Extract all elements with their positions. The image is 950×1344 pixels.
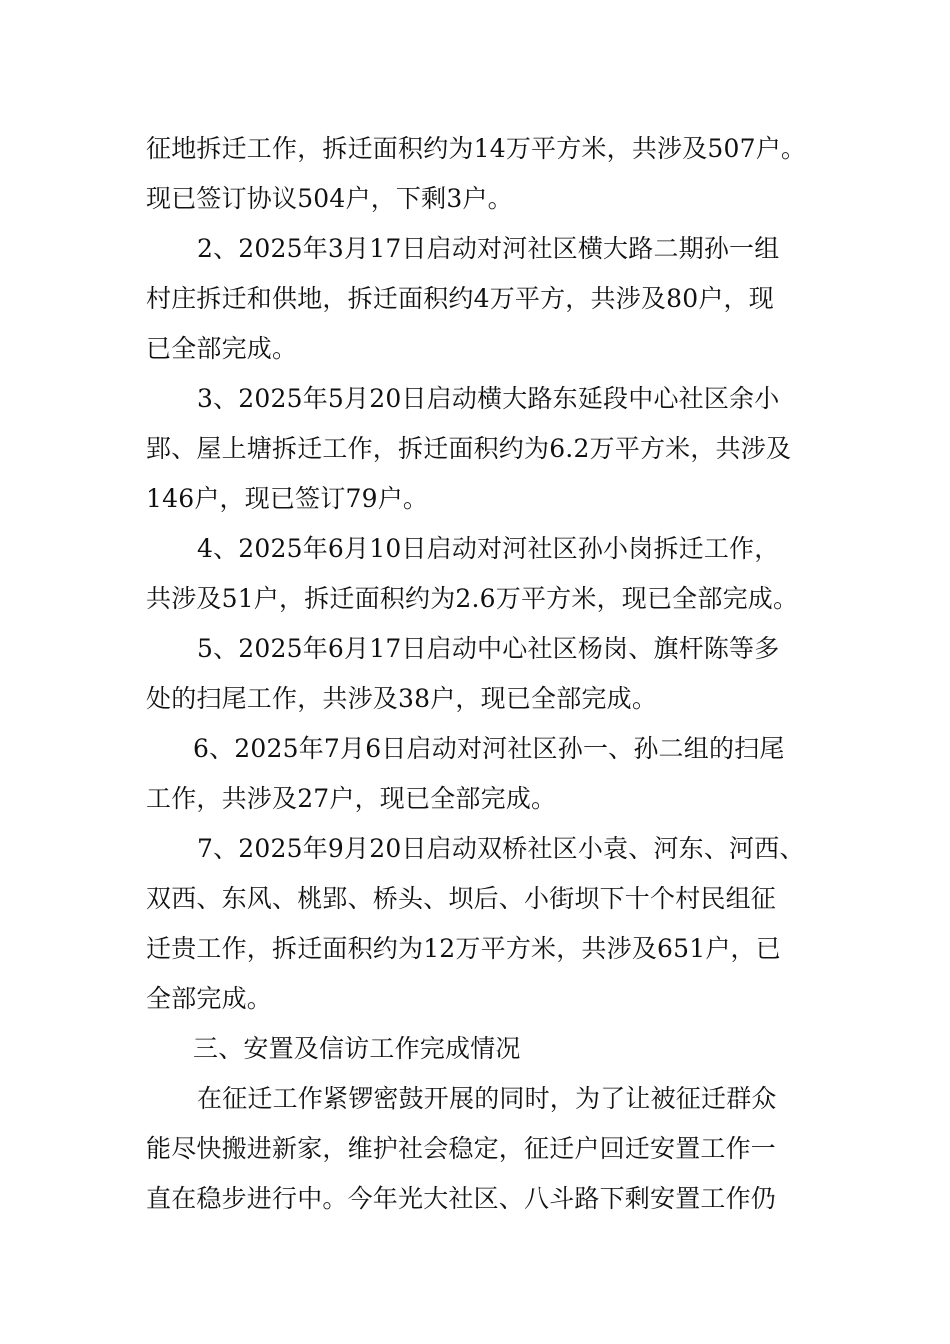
text-line: 2、2025年3月17日启动对河社区横大路二期孙一组 xyxy=(197,234,780,263)
text-line: 7、2025年9月20日启动双桥社区小袁、河东、河西、 xyxy=(197,834,805,863)
text-line: 直在稳步进行中。今年光大社区、八斗路下剩安置工作仍 xyxy=(146,1184,777,1213)
text-line: 村庄拆迁和供地，拆迁面积约4万平方，共涉及80户，现 xyxy=(146,284,774,313)
text-line: 工作，共涉及27户，现已全部完成。 xyxy=(146,784,557,813)
text-line: 现已签订协议504户，下剩3户。 xyxy=(146,184,513,213)
text-line: 在征迁工作紧锣密鼓开展的同时，为了让被征迁群众 xyxy=(197,1084,777,1113)
text-line: 5、2025年6月17日启动中心社区杨岗、旗杆陈等多 xyxy=(197,634,780,663)
text-line: 征地拆迁工作，拆迁面积约为14万平方米，共涉及507户。 xyxy=(146,134,807,163)
text-line: 全部完成。 xyxy=(146,984,273,1013)
text-line: 能尽快搬进新家，维护社会稳定，征迁户回迁安置工作一 xyxy=(146,1134,777,1163)
text-line: 3、2025年5月20日启动横大路东延段中心社区余小 xyxy=(197,384,780,413)
section-heading: 三、安置及信访工作完成情况 xyxy=(193,1034,521,1063)
text-line: 已全部完成。 xyxy=(146,334,298,363)
text-line: 共涉及51户，拆迁面积约为2.6万平方米，现已全部完成。 xyxy=(146,584,799,613)
text-line: 146户，现已签订79户。 xyxy=(146,484,429,513)
text-line: 郢、屋上塘拆迁工作，拆迁面积约为6.2万平方米，共涉及 xyxy=(146,434,792,463)
text-line: 4、2025年6月10日启动对河社区孙小岗拆迁工作， xyxy=(197,534,780,563)
text-line: 双西、东风、桃郢、桥头、坝后、小街坝下十个村民组征 xyxy=(146,884,777,913)
text-line: 处的扫尾工作，共涉及38户，现已全部完成。 xyxy=(146,684,658,713)
text-line: 6、2025年7月6日启动对河社区孙一、孙二组的扫尾 xyxy=(193,734,785,763)
text-line: 迁贵工作，拆迁面积约为12万平方米，共涉及651户，已 xyxy=(146,934,781,963)
